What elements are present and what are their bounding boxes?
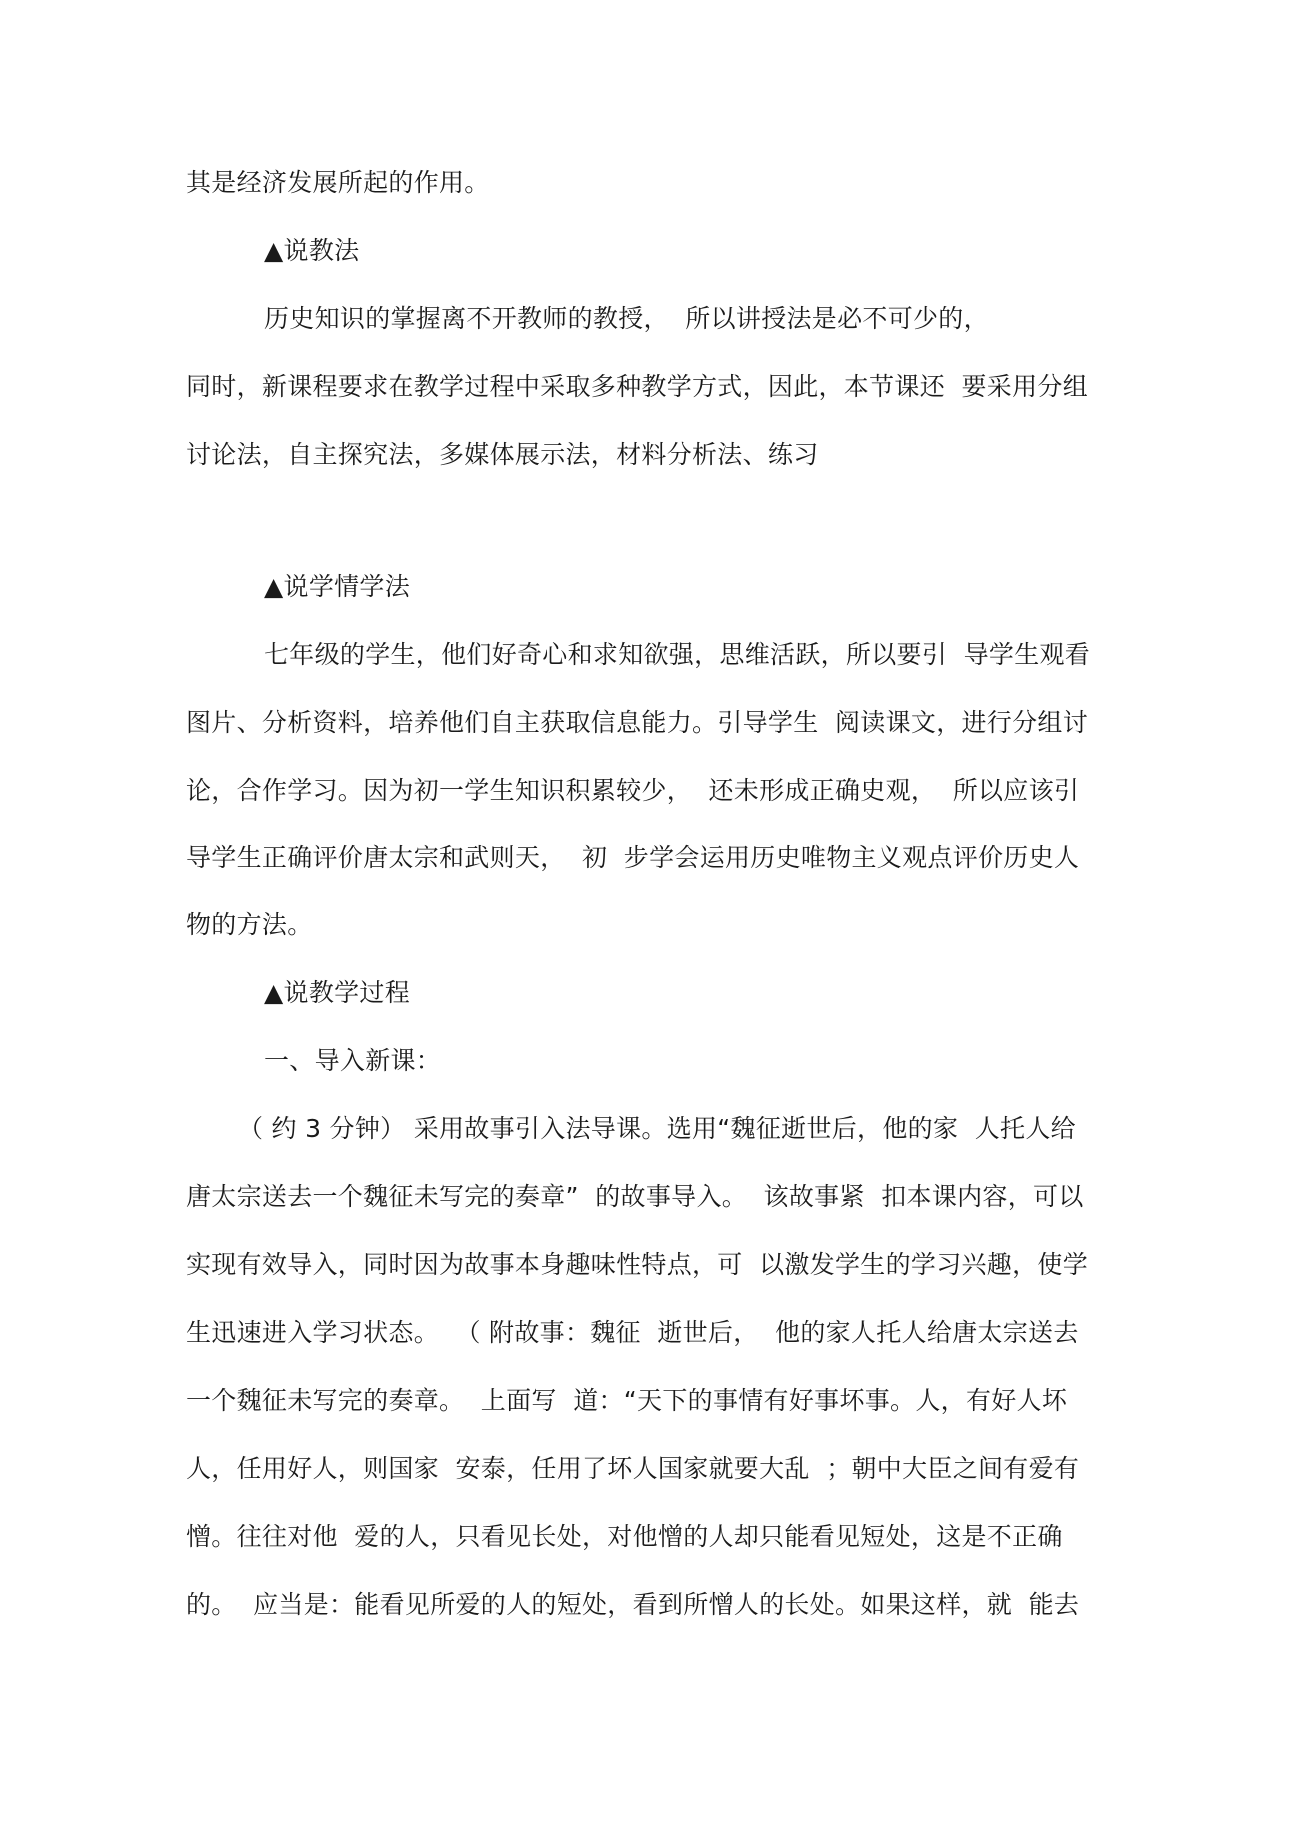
subheading-intro: 一、导入新课： (264, 1046, 442, 1075)
text-line: 历史知识的掌握离不开教师的教授， 所以讲授法是必不可少的， (264, 304, 989, 333)
text-line: 一个魏征未写完的奏章。 上面写 道：“天下的事情有好事坏事。人，有好人坏 (186, 1386, 1068, 1415)
text-line: 实现有效导入，同时因为故事本身趣味性特点，可 以激发学生的学习兴趣，使学 (186, 1250, 1088, 1279)
text-line: 物的方法。 (186, 910, 313, 939)
text-line: 七年级的学生，他们好奇心和求知欲强，思维活跃，所以要引 导学生观看 (264, 640, 1091, 669)
text-line: （ 约 3 分钟） 采用故事引入法导课。选用“魏征逝世后，他的家 人托人给 (238, 1114, 1076, 1143)
text-line: 论，合作学习。因为初一学生知识积累较少， 还未形成正确史观， 所以应该引 (186, 776, 1080, 805)
text-line: 人，任用好人，则国家 安泰，任用了坏人国家就要大乱 ；朝中大臣之间有爱有 (186, 1454, 1080, 1483)
text-line: 导学生正确评价唐太宗和武则天， 初 步学会运用历史唯物主义观点评价历史人 (186, 843, 1080, 872)
text-line: 生迅速进入学习状态。 （ 附故事：魏征 逝世后， 他的家人托人给唐太宗送去 (186, 1318, 1079, 1347)
section-heading-learning-method: ▲说学情学法 (264, 572, 411, 601)
section-heading-teaching-process: ▲说教学过程 (264, 978, 411, 1007)
text-line: 讨论法，自主探究法，多媒体展示法，材料分析法、练习 (186, 440, 819, 469)
text-line: 同时，新课程要求在教学过程中采取多种教学方式，因此，本节课还 要采用分组 (186, 372, 1088, 401)
text-line: 其是经济发展所起的作用。 (186, 168, 490, 197)
text-line: 的。 应当是：能看见所爱的人的短处，看到所憎人的长处。如果这样，就 能去 (186, 1590, 1080, 1619)
text-line: 憎。往往对他 爱的人，只看见长处，对他憎的人却只能看见短处，这是不正确 (186, 1522, 1063, 1551)
text-line: 唐太宗送去一个魏征未写完的奏章” 的故事导入。 该故事紧 扣本课内容，可以 (186, 1182, 1084, 1211)
section-heading-teaching-method: ▲说教法 (264, 236, 360, 265)
text-line: 图片、分析资料，培养他们自主获取信息能力。引导学生 阅读课文，进行分组讨 (186, 708, 1088, 737)
